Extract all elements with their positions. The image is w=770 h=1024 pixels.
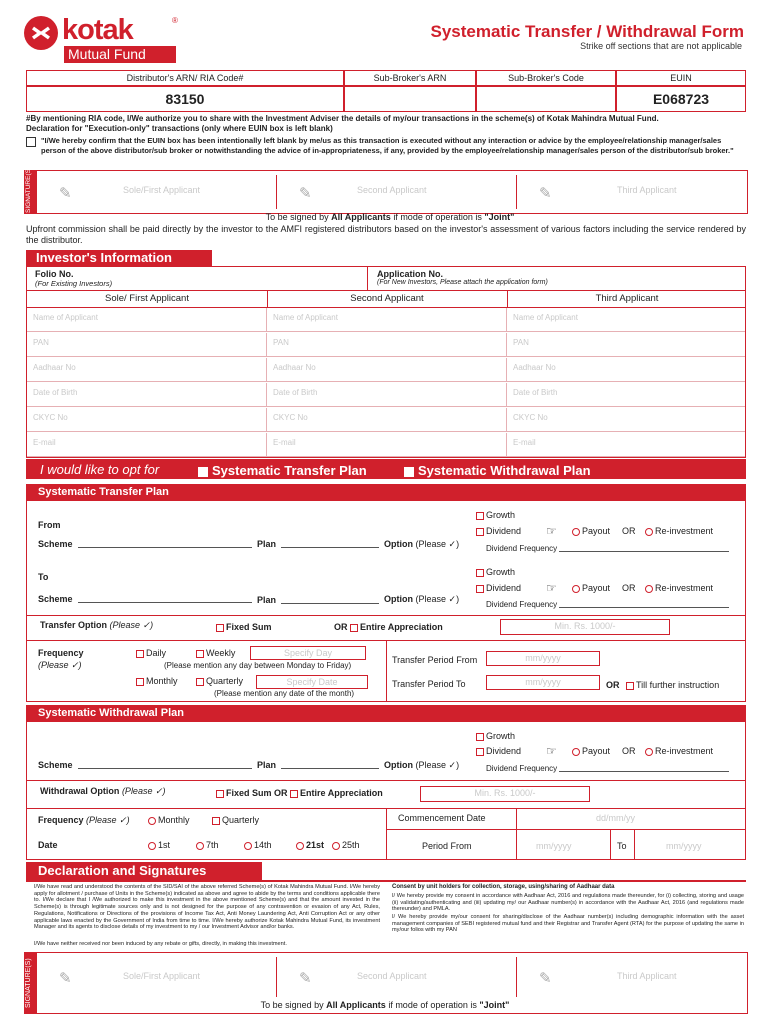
swp-date-radio[interactable]: [296, 842, 304, 850]
stp-to-growth-label: Growth: [486, 567, 516, 577]
commencement-date-input[interactable]: dd/mm/yy: [596, 813, 636, 823]
swp-or: OR: [622, 746, 636, 756]
applicant-header-third: Third Applicant: [595, 293, 659, 304]
subbroker-code-value[interactable]: [476, 86, 616, 112]
aadhaar-consent-1: I/ We hereby provide my consent in accordance with Aadhaar Act, 2016 and regulations made thereunder, for (i) collecting, storing and usage (ii) validating/authenticating and (iii) updating my/ our Aadhaar number(s) in accordance with the Aadhaar Act, 2016 (and regulations made thereunder) and PMLA.: [392, 893, 744, 913]
withdrawal-entire-checkbox[interactable]: [290, 790, 298, 798]
sig2-label-third: Third Applicant: [617, 971, 677, 981]
opt-for-label: I would like to opt for: [40, 462, 160, 477]
investor-field-input[interactable]: E-mail: [513, 438, 536, 447]
specify-day-input[interactable]: Specify Day: [250, 646, 366, 660]
stp-from-payout-radio[interactable]: [572, 528, 580, 536]
investor-field-input[interactable]: CKYC No: [27, 408, 267, 432]
investor-field-input[interactable]: PAN: [513, 338, 529, 347]
stp-from-growth-checkbox[interactable]: [476, 512, 484, 520]
investor-field-row: [27, 408, 745, 432]
euin-declaration-checkbox[interactable]: [26, 137, 36, 147]
till-further-label: Till further instruction: [636, 680, 720, 690]
kotak-logo: [24, 12, 194, 64]
withdrawal-min-amount[interactable]: Min. Rs. 1000/-: [420, 786, 590, 802]
pointing-hand-icon: ☞: [546, 524, 557, 538]
investor-field-input[interactable]: Date of Birth: [267, 383, 507, 407]
investor-field-input[interactable]: PAN: [27, 333, 267, 357]
stp-from-plan-input[interactable]: [281, 547, 379, 548]
withdrawal-entire-label: Entire Appreciation: [300, 788, 383, 798]
exec-note: Declaration for "Execution-only" transactions (only where EUIN box is left blank): [26, 124, 333, 133]
swp-date-option: [196, 840, 219, 850]
transfer-fixed-checkbox[interactable]: [216, 624, 224, 632]
upfront-commission: Upfront commission shall be paid directly by the investor to the AMFI registered distributors based on the investor's assessment of various factors including the service rendered by the distributor.: [26, 224, 746, 245]
stp-choice-label: Systematic Transfer Plan: [212, 463, 367, 478]
swp-monthly-label: Monthly: [158, 815, 190, 825]
stp-from-option-label: Option: [384, 539, 413, 549]
investor-field-input[interactable]: Date of Birth: [513, 388, 558, 397]
transfer-fixed-label: Fixed Sum: [226, 622, 272, 632]
pencil-icon: ✎: [299, 970, 312, 987]
declaration-left-text: I/We have read and understood the contents of the SID/SAI of the above referred Scheme(s) of Kotak Mahindra Mutual Fund. I/We hereby apply for allotment / purchase of Units in the Scheme(s) indicated as above and agree to abide by the terms and conditions applicable there to. I/We declare that I /We authorized to make this investment in the above mentioned Scheme(s) and that the amount invested in the Scheme(s) is through legitimate sources only and is not designed for the purpose of any contravention or evasion of any Act, Rules, Regulations, Notifications or Directions of the provisions of Income Tax Act, Anti Money Laundering Act, Anti Corruption Act or any other applicable laws enacted by the Government of India from time to time. I/We hereby authorize Kotak Mahindra Mutual Fund, its investment Manager and its agents to disclose details of my investment to my / our Investment Advisor and/or banks.: [34, 884, 380, 931]
investor-fields-grid: [26, 308, 746, 458]
joint-note-end: "Joint": [484, 212, 515, 222]
sig2-third-applicant[interactable]: [517, 957, 747, 997]
sig2-first-applicant[interactable]: [37, 957, 277, 997]
investor-field-input[interactable]: CKYC No: [513, 413, 548, 422]
swp-reinvest-label: Re-investment: [655, 746, 714, 756]
brand-name: kotak: [62, 14, 133, 46]
swp-date-label: 7th: [206, 840, 219, 850]
swp-date-radio[interactable]: [332, 842, 340, 850]
signatures-side-label-2: SIGNATURE(S): [25, 953, 37, 1013]
investor-field-input[interactable]: Name of Applicant: [27, 308, 267, 332]
swp-div-freq-label: Dividend Frequency: [486, 764, 558, 773]
opt-for-bar: [26, 459, 746, 479]
freq-weekly-checkbox[interactable]: [196, 650, 204, 658]
kotak-logo-icon: [24, 16, 58, 50]
transfer-period-or: OR: [606, 680, 620, 690]
swp-date-options: [148, 840, 378, 854]
pencil-icon: ✎: [59, 185, 72, 202]
stp-from-reinvest-label: Re-investment: [655, 526, 714, 536]
transfer-min-amount[interactable]: Min. Rs. 1000/-: [500, 619, 670, 635]
joint-note2-pre: To be signed by: [260, 1000, 327, 1010]
euin-value[interactable]: E068723: [616, 86, 746, 112]
withdrawal-fixed-label: Fixed Sum: [226, 788, 272, 798]
freq-monthly-checkbox[interactable]: [136, 678, 144, 686]
signature-block-bottom: [24, 952, 748, 1014]
withdrawal-or: OR: [274, 788, 288, 798]
investor-field-input[interactable]: E-mail: [267, 433, 507, 457]
joint-note: [240, 212, 540, 222]
investor-field-row: [27, 433, 745, 457]
swp-plan-input[interactable]: [281, 768, 379, 769]
stp-to-option-label: Option: [384, 594, 413, 604]
applicant-header-row: [26, 290, 746, 308]
transfer-or: OR: [334, 622, 348, 632]
investor-field-input[interactable]: Aadhaar No: [267, 358, 507, 382]
stp-from-div-freq-input[interactable]: [559, 551, 729, 552]
swp-date-radio[interactable]: [148, 842, 156, 850]
form-title: Systematic Transfer / Withdrawal Form: [430, 22, 744, 41]
investor-field-input[interactable]: Aadhaar No: [27, 358, 267, 382]
ria-note: #By mentioning RIA code, I/We authorize you to share with the Investment Adviser the details of my/our transactions in the scheme(s) of Kotak Mahindra Mutual Fund.: [26, 114, 659, 123]
swp-growth-label: Growth: [486, 731, 516, 741]
withdrawal-fixed-checkbox[interactable]: [216, 790, 224, 798]
transfer-option-please: (Please ✓): [109, 620, 154, 630]
swp-date-option: [296, 840, 324, 850]
freq-quarterly-label: Quarterly: [206, 676, 244, 686]
swp-title: Systematic Withdrawal Plan: [26, 705, 746, 722]
investor-field-input[interactable]: Aadhaar No: [513, 363, 556, 372]
stp-to-growth-checkbox[interactable]: [476, 569, 484, 577]
transfer-entire-checkbox[interactable]: [350, 624, 358, 632]
stp-to-dividend-checkbox[interactable]: [476, 585, 484, 593]
stp-to-reinvest-radio[interactable]: [645, 585, 653, 593]
pointing-hand-icon: ☞: [546, 581, 557, 595]
swp-choice-label: Systematic Withdrawal Plan: [418, 463, 591, 478]
declaration-left-text2: I/We have neither received nor been induced by any rebate or gifts, directly, in making this investment.: [34, 941, 287, 947]
signatures-side-label: SIGNATURE(S): [25, 171, 37, 213]
application-label: Application No.: [377, 269, 443, 279]
withdrawal-option-please: (Please ✓): [121, 786, 166, 796]
stp-from-option-please: (Please ✓): [415, 539, 460, 549]
swp-scheme-label: Scheme: [38, 760, 73, 770]
stp-to-payout-label: Payout: [582, 583, 611, 593]
stp-to-label: To: [38, 572, 49, 582]
registered-mark: ®: [172, 16, 178, 25]
euin-declaration: "I/We hereby confirm that the EUIN box has been intentionally left blank by me/us as this transaction is executed without any interaction or advice by the employee/relationship manager/sales person of the above distributor/sub broker or notwithstanding the advice of in-appropriateness, if any, provided by the employee/relationship manager/sales person of the distributor/sub broker.": [41, 136, 734, 155]
sig2-label-first: Sole/First Applicant: [123, 971, 201, 981]
transfer-period-from-input[interactable]: mm/yyyy: [486, 651, 600, 666]
stp-to-div-freq-input[interactable]: [559, 607, 729, 608]
freq-weekly-label: Weekly: [206, 648, 236, 658]
investor-field-input[interactable]: Name of Applicant: [513, 313, 578, 322]
arn-value[interactable]: 83150: [26, 86, 344, 112]
sig2-second-applicant[interactable]: [277, 957, 517, 997]
stp-to-scheme-label: Scheme: [38, 594, 73, 604]
stp-frequency-please: (Please ✓): [38, 660, 82, 670]
swp-date-radio[interactable]: [244, 842, 252, 850]
transfer-option-label: Transfer Option: [40, 620, 108, 630]
swp-period-from-label: Period From: [422, 841, 472, 851]
swp-frequency-label: Frequency: [38, 815, 84, 825]
swp-period-to-input[interactable]: mm/yyyy: [666, 841, 702, 851]
swp-date-label: 14th: [254, 840, 272, 850]
investor-field-input[interactable]: CKYC No: [267, 408, 507, 432]
application-sub: (For New Investors, Please attach the application form): [377, 279, 548, 286]
sig-label-second: Second Applicant: [357, 185, 427, 195]
pointing-hand-icon: ☞: [546, 744, 557, 758]
stp-from-label: From: [38, 520, 61, 530]
stp-to-payout-radio[interactable]: [572, 585, 580, 593]
swp-reinvest-radio[interactable]: [645, 748, 653, 756]
stp-from-scheme-label: Scheme: [38, 539, 73, 549]
euin-header: EUIN: [616, 70, 746, 86]
sig-label-third: Third Applicant: [617, 185, 677, 195]
stp-choice-checkbox[interactable]: [198, 467, 208, 477]
swp-plan-label: Plan: [257, 760, 277, 770]
stp-to-div-freq-label: Dividend Frequency: [486, 600, 558, 609]
sig-third-applicant[interactable]: [517, 175, 747, 209]
swp-date-label: 1st: [158, 840, 171, 850]
swp-choice-checkbox[interactable]: [404, 467, 414, 477]
swp-quarterly-label: Quarterly: [222, 815, 260, 825]
stp-to-or: OR: [622, 583, 636, 593]
weekly-note: (Please mention any day between Monday to Friday): [164, 661, 352, 670]
swp-date-option: [332, 840, 360, 850]
folio-app-row: [26, 266, 746, 290]
arn-header: Distributor's ARN/ RIA Code#: [26, 70, 344, 86]
joint-note2-bold: All Applicants: [326, 1000, 386, 1010]
applicant-header-first: Sole/ First Applicant: [105, 293, 189, 304]
commencement-row: [386, 808, 746, 830]
pencil-icon: ✎: [299, 185, 312, 202]
brand-sub: Mutual Fund: [64, 46, 176, 63]
joint-note-mid: if mode of operation is: [390, 212, 485, 222]
investor-field-input[interactable]: E-mail: [27, 433, 267, 457]
stp-from-reinvest-radio[interactable]: [645, 528, 653, 536]
folio-sub: (For Existing Investors): [35, 279, 113, 288]
stp-to-scheme-input[interactable]: [78, 602, 252, 603]
freq-daily-label: Daily: [146, 648, 167, 658]
swp-option-label: Option: [384, 760, 413, 770]
aadhaar-consent-title: Consent by unit holders for collection, storage, using/sharing of Aadhaar data: [392, 884, 615, 890]
investor-info-title: Investor's Information: [26, 250, 212, 266]
swp-quarterly-checkbox[interactable]: [212, 817, 220, 825]
stp-to-plan-label: Plan: [257, 595, 277, 605]
stp-frequency-label: Frequency: [38, 648, 84, 658]
swp-date-label: 25th: [342, 840, 360, 850]
swp-growth-checkbox[interactable]: [476, 733, 484, 741]
investor-field-input[interactable]: PAN: [267, 333, 507, 357]
stp-from-scheme-input[interactable]: [78, 547, 252, 548]
declaration-title: Declaration and Signatures: [26, 862, 262, 880]
stp-from-payout-label: Payout: [582, 526, 611, 536]
till-further-checkbox[interactable]: [626, 682, 634, 690]
pencil-icon: ✎: [539, 185, 552, 202]
investor-field-input[interactable]: Date of Birth: [27, 383, 267, 407]
swp-payout-radio[interactable]: [572, 748, 580, 756]
joint-note-bold: All Applicants: [331, 212, 391, 222]
transfer-period-to-input[interactable]: mm/yyyy: [486, 675, 600, 690]
swp-div-freq-input[interactable]: [559, 771, 729, 772]
swp-date-option: [148, 840, 170, 850]
joint-note-pre: To be signed by: [265, 212, 332, 222]
commencement-label: Commencement Date: [398, 813, 486, 823]
stp-from-or: OR: [622, 526, 636, 536]
stp-to-plan-input[interactable]: [281, 603, 379, 604]
applicant-header-second: Second Applicant: [350, 293, 424, 304]
sig-second-applicant[interactable]: [277, 175, 517, 209]
swp-date-label: Date: [38, 840, 58, 850]
monthly-note: (Please mention any date of the month): [214, 689, 355, 698]
swp-option-please: (Please ✓): [415, 760, 460, 770]
swp-dividend-label: Dividend: [486, 746, 522, 756]
aadhaar-consent-2: I/ We hereby provide my/our consent for sharing/disclose of the Aadhaar number(s) including demographic information with the asset management companies of SEBI registered mutual fund and their Registrar and Transfer Agent (RTA) for the purpose of updating the same in my/our folios with my PAN: [392, 914, 744, 934]
swp-monthly-radio[interactable]: [148, 817, 156, 825]
transfer-period-to-label: Transfer Period To: [392, 679, 466, 689]
investor-field-row: [27, 358, 745, 382]
subbroker-arn-value[interactable]: [344, 86, 476, 112]
swp-date-label: 21st: [306, 840, 325, 850]
swp-dividend-checkbox[interactable]: [476, 748, 484, 756]
stp-from-div-freq-label: Dividend Frequency: [486, 544, 558, 553]
subbroker-code-header: Sub-Broker's Code: [476, 70, 616, 86]
freq-monthly-label: Monthly: [146, 676, 178, 686]
transfer-entire-label: Entire Appreciation: [360, 622, 443, 632]
strike-note: Strike off sections that are not applicable: [580, 41, 742, 51]
sig-first-applicant[interactable]: [37, 175, 277, 209]
joint-note2-end: "Joint": [479, 1000, 510, 1010]
stp-to-dividend-label: Dividend: [486, 583, 522, 593]
swp-frequency-please: (Please ✓): [86, 815, 130, 825]
withdrawal-option-label: Withdrawal Option: [40, 786, 120, 796]
swp-date-option: [244, 840, 272, 850]
stp-to-option-please: (Please ✓): [415, 594, 460, 604]
investor-field-input[interactable]: Name of Applicant: [267, 308, 507, 332]
stp-to-reinvest-label: Re-investment: [655, 583, 714, 593]
joint-note2-mid: if mode of operation is: [385, 1000, 480, 1010]
stp-from-growth-label: Growth: [486, 510, 516, 520]
folio-label: Folio No.: [35, 269, 74, 279]
swp-scheme-input[interactable]: [78, 768, 252, 769]
freq-daily-checkbox[interactable]: [136, 650, 144, 658]
freq-quarterly-checkbox[interactable]: [196, 678, 204, 686]
swp-period-to-label: To: [617, 841, 627, 851]
sig2-label-second: Second Applicant: [357, 971, 427, 981]
specify-date-input[interactable]: Specify Date: [256, 675, 368, 689]
subbroker-arn-header: Sub-Broker's ARN: [344, 70, 476, 86]
stp-from-dividend-checkbox[interactable]: [476, 528, 484, 536]
stp-title: Systematic Transfer Plan: [26, 484, 746, 501]
investor-field-row: [27, 308, 745, 332]
pencil-icon: ✎: [539, 970, 552, 987]
sig-label-first: Sole/First Applicant: [123, 185, 201, 195]
investor-field-row: [27, 383, 745, 407]
signature-block-top: [24, 166, 748, 214]
transfer-period-from-label: Transfer Period From: [392, 655, 478, 665]
joint-note-2: [235, 1000, 535, 1010]
stp-from-plan-label: Plan: [257, 539, 277, 549]
swp-date-radio[interactable]: [196, 842, 204, 850]
swp-period-from-input[interactable]: mm/yyyy: [536, 841, 572, 851]
investor-field-row: [27, 333, 745, 357]
stp-from-dividend-label: Dividend: [486, 526, 522, 536]
pencil-icon: ✎: [59, 970, 72, 987]
swp-payout-label: Payout: [582, 746, 611, 756]
